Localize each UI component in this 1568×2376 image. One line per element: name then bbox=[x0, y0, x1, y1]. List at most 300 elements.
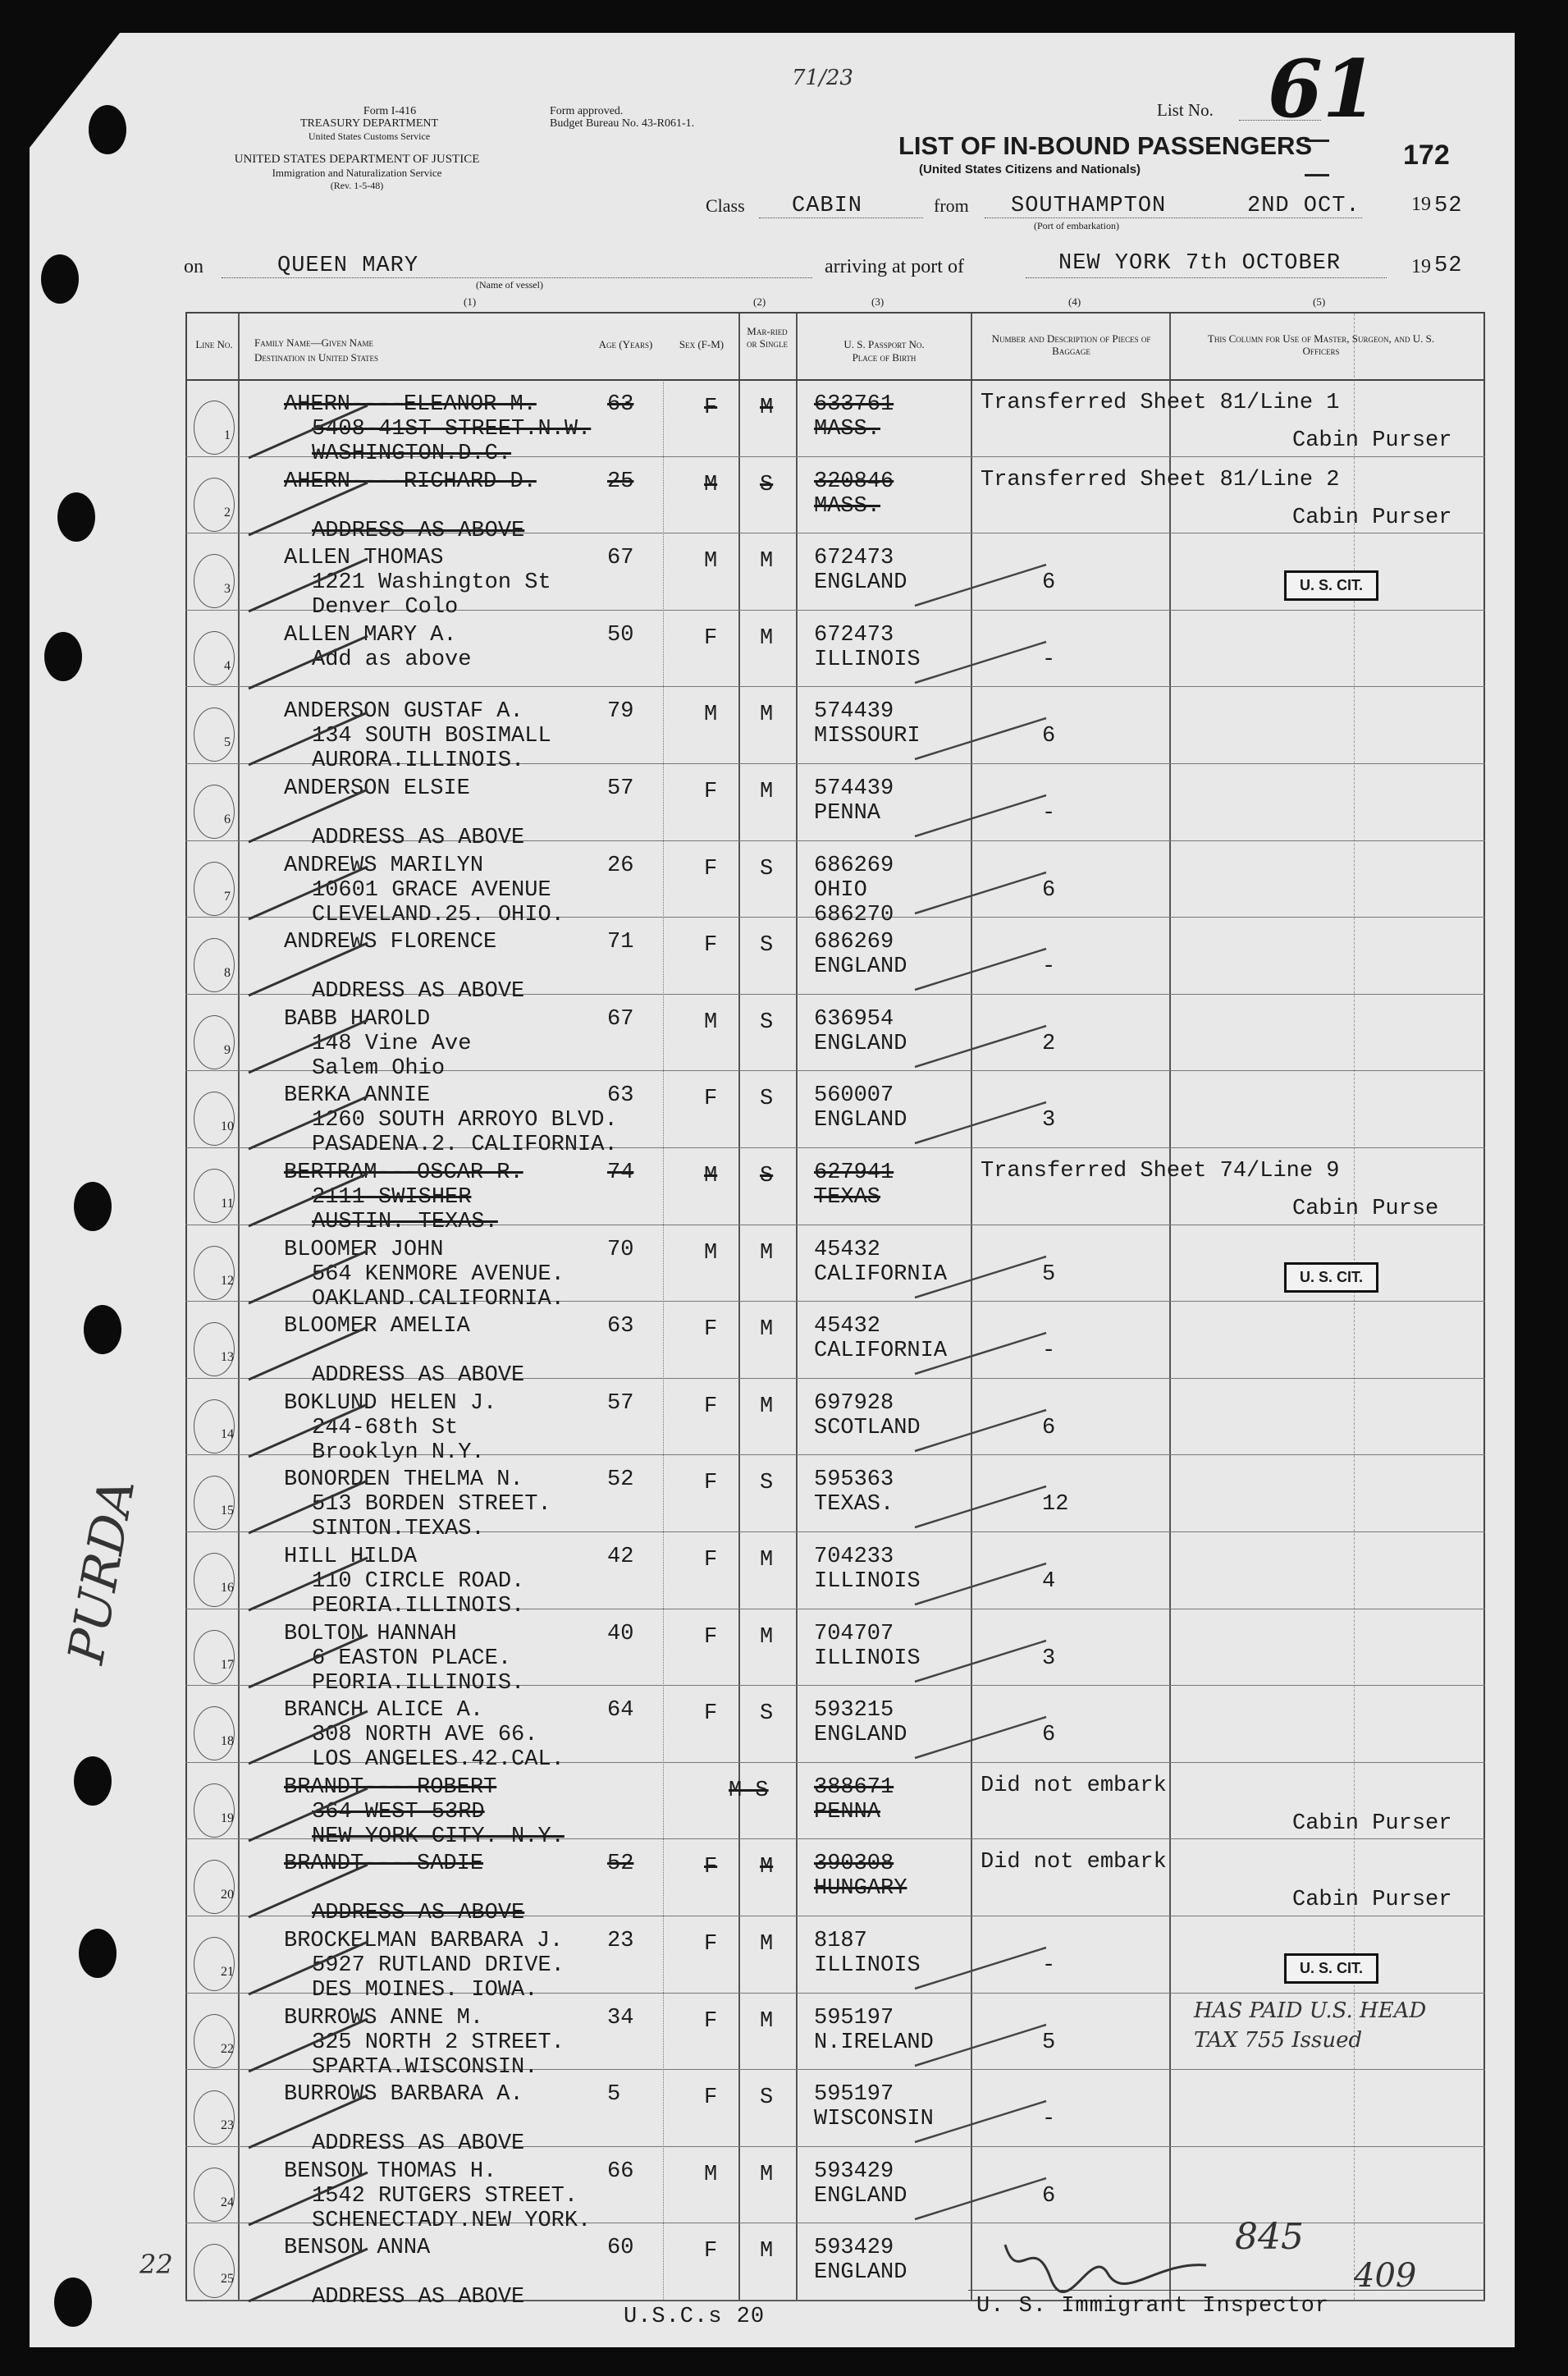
baggage-count: - bbox=[1042, 647, 1056, 672]
passenger-age: 60 bbox=[607, 2236, 634, 2261]
line-number: 20 bbox=[221, 1888, 234, 1902]
punch-hole bbox=[44, 632, 82, 681]
passport-number: 704233 bbox=[814, 1545, 894, 1569]
passenger-sex: F bbox=[704, 1394, 718, 1419]
passenger-name: BRANDT----ROBERT bbox=[284, 1774, 497, 1800]
check-slash-mark bbox=[245, 1167, 376, 1233]
address-line-1: 5408-41ST STREET.N.W. bbox=[312, 417, 592, 442]
passenger-sex: M bbox=[704, 1164, 718, 1188]
check-slash-mark bbox=[245, 1782, 376, 1847]
row-divider bbox=[185, 686, 1485, 687]
justice-dept: UNITED STATES DEPARTMENT OF JUSTICE bbox=[234, 153, 480, 166]
embark-caption: (Port of embarkation) bbox=[1034, 220, 1119, 231]
birth-place: SCOTLAND bbox=[814, 1415, 921, 1440]
line-number: 4 bbox=[224, 658, 231, 673]
birth-place: ENGLAND bbox=[814, 1723, 907, 1748]
arrival-underline bbox=[1026, 277, 1387, 278]
col-divider bbox=[663, 379, 664, 2300]
passport-number: 595197 bbox=[814, 2082, 894, 2108]
passport-check-mark bbox=[911, 1943, 1050, 1993]
line-number: 18 bbox=[221, 1734, 234, 1749]
birth-place: ENGLAND bbox=[814, 1108, 907, 1133]
line-number-circle bbox=[194, 1399, 235, 1454]
birth-place: ENGLAND bbox=[814, 1031, 907, 1056]
marital-status: S bbox=[760, 1164, 774, 1188]
passenger-name: BRANCH ALICE A. bbox=[284, 1698, 484, 1724]
line-number-circle bbox=[194, 554, 235, 608]
birth-place: CALIFORNIA bbox=[814, 1339, 948, 1364]
address-line-2: ADDRESS AS ABOVE bbox=[312, 518, 525, 543]
punch-hole bbox=[54, 2278, 92, 2327]
purser-signature: Cabin Purser bbox=[1292, 1811, 1452, 1836]
address-line-2: OAKLAND.CALIFORNIA. bbox=[312, 1286, 565, 1312]
passport-check-mark bbox=[911, 791, 1050, 840]
marital-status: S bbox=[760, 2085, 774, 2111]
passenger-name: BLOOMER AMELIA bbox=[284, 1314, 470, 1339]
line-number-circle bbox=[194, 1015, 235, 1069]
passenger-sex: F bbox=[704, 1471, 718, 1496]
line-number: 24 bbox=[221, 2195, 234, 2209]
passenger-name: ALLEN MARY A. bbox=[284, 622, 457, 648]
col-num-3: (3) bbox=[871, 295, 885, 308]
passenger-age: 66 bbox=[607, 2159, 634, 2184]
address-line-2: AUSTIN. TEXAS. bbox=[312, 1210, 498, 1234]
handwritten-number: 845 bbox=[1235, 2216, 1304, 2258]
line-number: 3 bbox=[224, 582, 231, 597]
punch-hole bbox=[57, 492, 95, 542]
line-number: 23 bbox=[221, 2118, 234, 2133]
passenger-sex: M bbox=[704, 703, 718, 728]
baggage-count: 5 bbox=[1042, 2030, 1056, 2055]
passenger-age: 67 bbox=[607, 1006, 634, 1032]
check-slash-mark bbox=[245, 552, 376, 618]
check-slash-mark bbox=[245, 783, 376, 849]
punch-hole bbox=[74, 1182, 112, 1231]
header-baggage: Number and Description of Pieces of Baggage bbox=[991, 332, 1151, 357]
line-number-circle bbox=[194, 1476, 235, 1530]
immigrant-inspector-label: U. S. Immigrant Inspector bbox=[976, 2294, 1330, 2319]
check-slash-mark bbox=[245, 2166, 376, 2232]
passenger-sex: M bbox=[704, 2162, 718, 2187]
line-number-circle bbox=[194, 1706, 235, 1760]
marital-status: M bbox=[760, 1855, 774, 1880]
passenger-name: BLOOMER JOHN bbox=[284, 1237, 444, 1262]
address-line-1: 10601 GRACE AVENUE bbox=[312, 877, 551, 903]
on-label: on bbox=[184, 256, 203, 277]
baggage-count: - bbox=[1042, 2107, 1056, 2132]
transfer-note: Did not embark bbox=[981, 1850, 1167, 1875]
passport-number: 704707 bbox=[814, 1621, 894, 1646]
header-line-no: Line No. bbox=[195, 338, 233, 350]
check-slash-mark bbox=[245, 1705, 376, 1770]
check-slash-mark bbox=[245, 1858, 376, 1924]
marital-status: M bbox=[760, 1317, 774, 1343]
passport-number: 627941 bbox=[814, 1161, 894, 1185]
line-number: 17 bbox=[221, 1657, 234, 1672]
address-line-2: Brooklyn N.Y. bbox=[312, 1440, 485, 1465]
col-divider bbox=[971, 314, 972, 2300]
passport-check-mark bbox=[911, 1329, 1050, 1378]
passport-check-mark bbox=[911, 1559, 1050, 1609]
baggage-count: 6 bbox=[1042, 570, 1056, 596]
birth-place: OHIO bbox=[814, 877, 867, 903]
address-line-1: 1542 RUTGERS STREET. bbox=[312, 2183, 578, 2209]
class-label: Class bbox=[706, 195, 745, 216]
address-line-2: WASHINGTON.D.C. bbox=[312, 442, 512, 466]
marital-status: M bbox=[760, 703, 774, 728]
punch-hole bbox=[89, 105, 126, 154]
line-number-circle bbox=[194, 862, 235, 916]
header-sex: Sex (F-M) bbox=[679, 338, 725, 350]
baggage-count: - bbox=[1042, 801, 1056, 826]
address-line-2: CLEVELAND.25. OHIO. bbox=[312, 902, 565, 927]
passport-check-mark bbox=[911, 714, 1050, 763]
marital-status: M bbox=[760, 1932, 774, 1957]
passport-number: 560007 bbox=[814, 1083, 894, 1109]
passenger-age: 67 bbox=[607, 546, 634, 571]
marital-status: S bbox=[760, 1471, 774, 1496]
baggage-count: - bbox=[1042, 1339, 1056, 1364]
passenger-name: BENSON ANNA bbox=[284, 2236, 431, 2261]
us-citizen-stamp: U. S. CIT. bbox=[1284, 1953, 1378, 1984]
passport-number: 633761 bbox=[814, 392, 894, 417]
baggage-count: 12 bbox=[1042, 1492, 1069, 1518]
passenger-age: 42 bbox=[607, 1545, 634, 1569]
punch-hole bbox=[74, 1756, 112, 1806]
passenger-age: 23 bbox=[607, 1929, 634, 1953]
line-number: 22 bbox=[221, 2041, 234, 2056]
passenger-age: 52 bbox=[607, 1467, 634, 1493]
header-officers: This Column for Use of Master, Surgeon, and U. S. Officers bbox=[1207, 332, 1435, 357]
marital-status: M bbox=[760, 1548, 774, 1573]
marital-status: S bbox=[760, 1087, 774, 1112]
check-slash-mark bbox=[245, 1474, 376, 1540]
passport-check-mark bbox=[911, 1098, 1050, 1147]
line-number: 15 bbox=[221, 1504, 234, 1518]
page-title: LIST OF IN-BOUND PASSENGERS bbox=[898, 131, 1313, 160]
line-number: 9 bbox=[224, 1042, 231, 1057]
line-number-circle bbox=[194, 1783, 235, 1838]
passenger-name: ANDERSON ELSIE bbox=[284, 776, 470, 801]
purser-signature: Cabin Purser bbox=[1292, 505, 1452, 530]
immigration-service: Immigration and Naturalization Service bbox=[272, 167, 442, 179]
passenger-name: BENSON THOMAS H. bbox=[284, 2159, 497, 2184]
check-slash-mark bbox=[245, 629, 376, 695]
line-number: 8 bbox=[224, 966, 231, 981]
passenger-age: 34 bbox=[607, 2005, 634, 2030]
baggage-count: 6 bbox=[1042, 2183, 1056, 2209]
check-slash-mark bbox=[245, 399, 376, 465]
passenger-name: BERKA ANNIE bbox=[284, 1083, 431, 1109]
address-line-1: 564 KENMORE AVENUE. bbox=[312, 1261, 565, 1287]
line-number-circle bbox=[194, 1246, 235, 1300]
line-number: 6 bbox=[224, 813, 231, 826]
col-divider bbox=[796, 314, 798, 2300]
address-line-2: Denver Colo bbox=[312, 595, 459, 620]
passenger-name: BERTRAM---OSCAR R. bbox=[284, 1161, 523, 1185]
transfer-note: Transferred Sheet 74/Line 9 bbox=[981, 1159, 1340, 1183]
passport-extra: 686270 bbox=[814, 902, 894, 927]
passenger-sex: M bbox=[704, 472, 718, 497]
usc-count: U.S.C.s 20 bbox=[624, 2305, 766, 2329]
passport-number: 593429 bbox=[814, 2236, 894, 2261]
corner-handwriting: 22 bbox=[139, 2249, 173, 2280]
address-line-2: ADDRESS AS ABOVE bbox=[312, 2131, 525, 2157]
passenger-sex: M bbox=[704, 1009, 718, 1035]
passenger-name: BONORDEN THELMA N. bbox=[284, 1467, 523, 1493]
birth-place: ILLINOIS bbox=[814, 1953, 921, 1978]
line-number-circle bbox=[194, 1553, 235, 1607]
list-number: 61 bbox=[1268, 43, 1378, 135]
passport-number: 388671 bbox=[814, 1774, 894, 1800]
line-number: 14 bbox=[221, 1426, 234, 1441]
passenger-sex: F bbox=[704, 2085, 718, 2111]
col-divider bbox=[238, 314, 240, 2300]
passport-number: 593215 bbox=[814, 1698, 894, 1724]
passenger-sex: F bbox=[704, 1701, 718, 1727]
birth-place: CALIFORNIA bbox=[814, 1261, 948, 1287]
passenger-age: 63 bbox=[607, 1314, 634, 1339]
passport-check-mark bbox=[911, 1252, 1050, 1302]
punch-hole bbox=[84, 1305, 121, 1354]
vessel-underline bbox=[222, 277, 812, 278]
address-line-1: 1260 SOUTH ARROYO BLVD. bbox=[312, 1108, 618, 1133]
passenger-name: BROCKELMAN BARBARA J. bbox=[284, 1929, 564, 1953]
passenger-age: 63 bbox=[607, 1083, 634, 1109]
passport-number: 574439 bbox=[814, 699, 894, 725]
address-line-2: SCHENECTADY.NEW YORK. bbox=[312, 2208, 592, 2233]
passenger-sex: F bbox=[704, 2239, 718, 2264]
passport-number: 697928 bbox=[814, 1390, 894, 1416]
check-slash-mark bbox=[245, 1090, 376, 1156]
baggage-count: 6 bbox=[1042, 877, 1056, 903]
birth-place: PENNA bbox=[814, 801, 881, 826]
transfer-note: Transferred Sheet 81/Line 2 bbox=[981, 467, 1340, 492]
line-number: 10 bbox=[221, 1119, 234, 1134]
col-num-1: (1) bbox=[464, 295, 477, 308]
passenger-name: BURROWS BARBARA A. bbox=[284, 2082, 523, 2108]
line-number: 2 bbox=[224, 505, 231, 520]
class-value: CABIN bbox=[792, 194, 863, 218]
header-name: Family Name—Given Name bbox=[254, 336, 373, 349]
address-line-1: 513 BORDEN STREET. bbox=[312, 1492, 551, 1518]
address-line-2: DES MOINES. IOWA. bbox=[312, 1978, 538, 2003]
line-number: 25 bbox=[221, 2272, 234, 2287]
passport-check-mark bbox=[911, 1637, 1050, 1686]
line-number-circle bbox=[194, 1937, 235, 1991]
year-prefix: 19 bbox=[1411, 194, 1431, 215]
address-line-1: 148 Vine Ave bbox=[312, 1031, 472, 1056]
birth-place: ENGLAND bbox=[814, 2260, 907, 2286]
birth-place: PENNA bbox=[814, 1799, 881, 1824]
check-slash-mark bbox=[245, 2012, 376, 2078]
list-no-label: List No. bbox=[1157, 100, 1214, 120]
marital-status: S bbox=[760, 933, 774, 959]
address-line-2: ADDRESS AS ABOVE bbox=[312, 826, 525, 850]
line-number: 19 bbox=[221, 1811, 234, 1825]
passenger-age: 25 bbox=[607, 469, 634, 494]
address-line-1: Add as above bbox=[312, 647, 472, 672]
baggage-count: 4 bbox=[1042, 1569, 1056, 1594]
marital-status: M bbox=[760, 549, 774, 575]
passenger-name: ANDREWS MARILYN bbox=[284, 853, 484, 878]
passport-check-mark bbox=[911, 2174, 1050, 2223]
passenger-sex: F bbox=[704, 780, 718, 804]
line-number-circle bbox=[194, 2090, 235, 2145]
passenger-name: ANDERSON GUSTAF A. bbox=[284, 699, 523, 725]
marital-status: S bbox=[760, 1701, 774, 1727]
line-number-circle bbox=[194, 2014, 235, 2068]
check-slash-mark bbox=[245, 1244, 376, 1310]
passport-check-mark bbox=[911, 1406, 1050, 1455]
marital-status: M S bbox=[729, 1778, 769, 1803]
passenger-age: 57 bbox=[607, 1390, 634, 1416]
address-line-2: NEW YORK CITY. N.Y. bbox=[312, 1824, 565, 1849]
col-divider bbox=[1169, 314, 1171, 2300]
marital-status: M bbox=[760, 2008, 774, 2034]
passenger-age: 63 bbox=[607, 392, 634, 417]
passport-number: 672473 bbox=[814, 622, 894, 648]
check-slash-mark bbox=[245, 2089, 376, 2154]
passenger-sex: F bbox=[704, 1855, 718, 1880]
passenger-sex: F bbox=[704, 1548, 718, 1573]
customs-service: United States Customs Service bbox=[308, 130, 431, 142]
address-line-1: 325 NORTH 2 STREET. bbox=[312, 2030, 565, 2055]
birth-place: TEXAS. bbox=[814, 1492, 894, 1518]
passenger-name: BURROWS ANNE M. bbox=[284, 2005, 484, 2030]
budget-bureau: Budget Bureau No. 43-R061-1. bbox=[550, 117, 695, 130]
passenger-name: BRANDT----SADIE bbox=[284, 1852, 484, 1877]
arrival-value: NEW YORK 7th OCTOBER bbox=[1058, 251, 1342, 276]
passenger-sex: F bbox=[704, 1087, 718, 1112]
passport-number: 45432 bbox=[814, 1237, 881, 1262]
passenger-sex: F bbox=[704, 396, 718, 420]
passenger-name: ANDREWS FLORENCE bbox=[284, 930, 497, 955]
passenger-age: 74 bbox=[607, 1161, 634, 1185]
passenger-sex: M bbox=[704, 549, 718, 575]
passenger-age: 26 bbox=[607, 853, 634, 878]
address-line-1: 364 WEST 53RD bbox=[312, 1799, 485, 1824]
address-line-2: ADDRESS AS ABOVE bbox=[312, 2285, 525, 2310]
baggage-count: 3 bbox=[1042, 1108, 1056, 1133]
date-value: 2ND OCT. bbox=[1247, 194, 1360, 218]
head-tax-note: HAS PAID U.S. HEAD TAX 755 Issued bbox=[1194, 1998, 1427, 2053]
passport-check-mark bbox=[911, 2021, 1050, 2070]
passenger-age: 79 bbox=[607, 699, 634, 725]
passport-check-mark bbox=[911, 945, 1050, 994]
check-slash-mark bbox=[245, 936, 376, 1002]
passenger-name: AHERN----RICHARD D. bbox=[284, 469, 537, 494]
line-number-circle bbox=[194, 478, 235, 532]
page-subtitle: (United States Citizens and Nationals) bbox=[919, 163, 1141, 176]
side-handwriting: PURDA bbox=[57, 1474, 147, 1669]
line-number-circle bbox=[194, 707, 235, 762]
birth-place: ILLINOIS bbox=[814, 647, 921, 672]
check-slash-mark bbox=[245, 1551, 376, 1617]
line-number-circle bbox=[194, 1630, 235, 1684]
line-number: 1 bbox=[224, 428, 231, 442]
passenger-age: 50 bbox=[607, 622, 634, 648]
passport-number: 390308 bbox=[814, 1852, 894, 1877]
handwritten-ref: 71/23 bbox=[792, 66, 853, 90]
passport-number: 686269 bbox=[814, 930, 894, 955]
inspector-signature bbox=[1001, 2228, 1214, 2294]
birth-place: ENGLAND bbox=[814, 955, 907, 980]
check-slash-mark bbox=[245, 1628, 376, 1694]
marital-status: S bbox=[760, 472, 774, 497]
passport-number: 595197 bbox=[814, 2005, 894, 2030]
passport-check-mark bbox=[911, 638, 1050, 687]
passport-number: 636954 bbox=[814, 1006, 894, 1032]
us-citizen-stamp: U. S. CIT. bbox=[1284, 570, 1378, 601]
address-line-1: 110 CIRCLE ROAD. bbox=[312, 1569, 525, 1594]
baggage-count: - bbox=[1042, 955, 1056, 980]
header-age: Age (Years) bbox=[598, 338, 653, 350]
passenger-sex: F bbox=[704, 1932, 718, 1957]
address-line-2: SPARTA.WISCONSIN. bbox=[312, 2054, 538, 2080]
address-line-2: AURORA.ILLINOIS. bbox=[312, 749, 525, 774]
birth-place: ENGLAND bbox=[814, 570, 907, 596]
passenger-age: 71 bbox=[607, 930, 634, 955]
handwritten-number-2: 409 bbox=[1354, 2257, 1417, 2295]
passenger-sex: F bbox=[704, 856, 718, 881]
purser-signature: Cabin Purser bbox=[1292, 428, 1452, 453]
check-slash-mark bbox=[245, 1014, 376, 1079]
baggage-count: 6 bbox=[1042, 1415, 1056, 1440]
line-number: 11 bbox=[221, 1197, 234, 1211]
line-number-circle bbox=[194, 938, 235, 992]
passenger-sex: F bbox=[704, 933, 718, 959]
line-number: 5 bbox=[224, 735, 231, 750]
passenger-age: 70 bbox=[607, 1237, 634, 1262]
header-divider bbox=[185, 379, 1485, 381]
birth-place: MASS. bbox=[814, 417, 881, 442]
check-slash-mark bbox=[245, 860, 376, 926]
passport-check-mark bbox=[911, 2097, 1050, 2146]
passport-number: 595363 bbox=[814, 1467, 894, 1493]
passport-number: 574439 bbox=[814, 776, 894, 801]
dash-mark bbox=[1305, 140, 1329, 142]
passenger-age: 57 bbox=[607, 776, 634, 801]
passport-check-mark bbox=[911, 1022, 1050, 1071]
address-line-2: ADDRESS AS ABOVE bbox=[312, 979, 525, 1005]
address-line-1: 5927 RUTLAND DRIVE. bbox=[312, 1953, 565, 1978]
marital-status: M bbox=[760, 2162, 774, 2187]
passport-number: 686269 bbox=[814, 853, 894, 878]
birth-place: N.IRELAND bbox=[814, 2030, 934, 2055]
from-value: SOUTHAMPTON bbox=[1011, 194, 1167, 218]
line-number-circle bbox=[194, 1322, 235, 1376]
vessel-caption: (Name of vessel) bbox=[476, 279, 543, 291]
address-line-1: 6 EASTON PLACE. bbox=[312, 1646, 512, 1671]
marital-status: M bbox=[760, 1624, 774, 1650]
col-num-4: (4) bbox=[1068, 295, 1081, 308]
check-slash-mark bbox=[245, 706, 376, 771]
marital-status: M bbox=[760, 780, 774, 804]
birth-place: ILLINOIS bbox=[814, 1646, 921, 1671]
passport-check-mark bbox=[911, 868, 1050, 918]
from-underline bbox=[985, 217, 1362, 218]
passenger-age: 5 bbox=[607, 2082, 621, 2108]
address-line-2: ADDRESS AS ABOVE bbox=[312, 1901, 525, 1926]
header-destination: Destination in United States bbox=[254, 351, 379, 364]
address-line-2: ADDRESS AS ABOVE bbox=[312, 1363, 525, 1389]
line-number-circle bbox=[194, 1169, 235, 1223]
year2-prefix: 19 bbox=[1411, 256, 1431, 277]
header-married: Mar-ried or Single bbox=[747, 325, 788, 350]
address-line-2: SINTON.TEXAS. bbox=[312, 1517, 485, 1542]
marital-status: M bbox=[760, 1240, 774, 1266]
